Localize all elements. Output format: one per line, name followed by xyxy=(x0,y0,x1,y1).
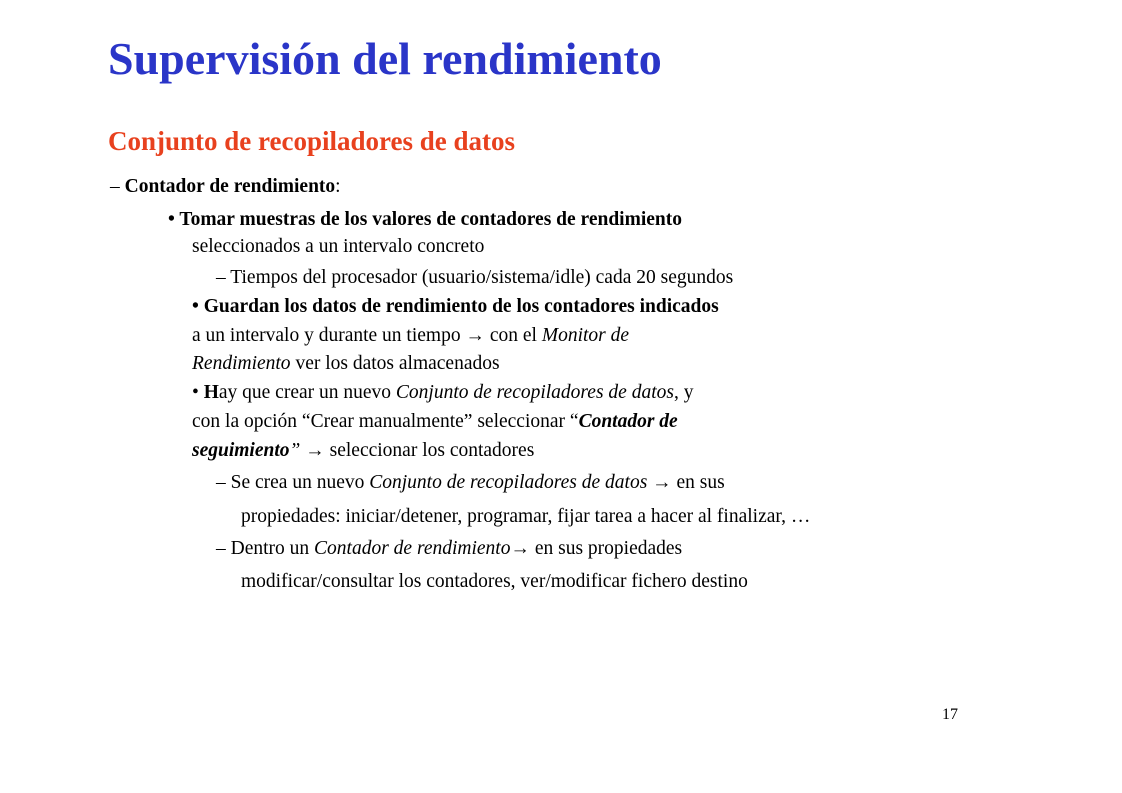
slide-title: Supervisión del rendimiento xyxy=(108,33,662,84)
sub-item-se-crea-conjunto: – Se crea un nuevo Conjunto de recopiladores de datos → en sus xyxy=(216,472,725,493)
sub-item-dentro-contador: – Dentro un Contador de rendimiento→ en sus propiedades xyxy=(216,538,683,559)
bullet-text-continuation: a un intervalo y durante un tiempo → con el Monitor de xyxy=(192,325,630,346)
bullet-text-continuation: seleccionados a un intervalo concreto xyxy=(192,236,485,257)
bullet-crear-conjunto: • Hay que crear un nuevo Conjunto de recopiladores de datos, y xyxy=(192,382,694,403)
slide-subtitle: Conjunto de recopiladores de datos xyxy=(108,126,516,156)
bullet-tomar-muestras: • Tomar muestras de los valores de contadores de rendimiento xyxy=(168,209,683,230)
sub-item-continuation: propiedades: iniciar/detener, programar, fijar tarea a hacer al finalizar, … xyxy=(241,506,811,527)
sub-item-continuation: modificar/consultar los contadores, ver/modificar fichero destino xyxy=(241,571,748,592)
bullet-text-continuation: con la opción “Crear manualmente” seleccionar “Contador de xyxy=(192,411,678,432)
bullet-guardan-datos: • Guardan los datos de rendimiento de los contadores indicados xyxy=(192,296,719,317)
bullet-text-continuation: Rendimiento ver los datos almacenados xyxy=(192,353,500,374)
heading-colon: : xyxy=(335,176,341,197)
bullet-text-continuation: seguimiento” → seleccionar los contadores xyxy=(192,440,535,461)
heading-contador-rendimiento xyxy=(110,176,341,198)
heading-label: Contador de rendimiento xyxy=(124,176,336,197)
page-number: 17 xyxy=(942,706,958,723)
dash-marker: – xyxy=(110,176,125,197)
sub-item-tiempos-procesador: – Tiempos del procesador (usuario/sistema/idle) cada 20 segundos xyxy=(216,267,734,288)
